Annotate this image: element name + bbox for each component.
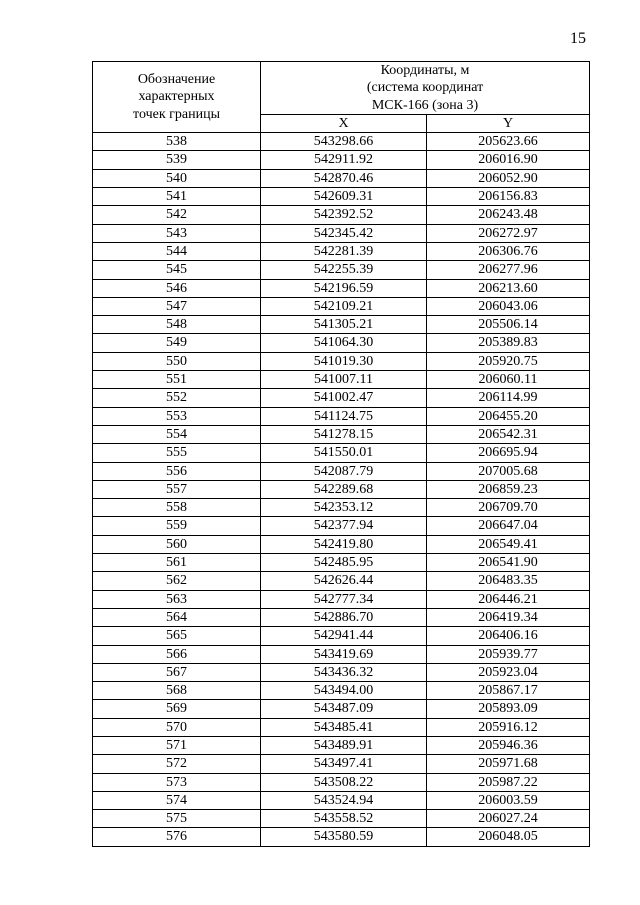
point-cell: 540: [93, 169, 261, 187]
x-cell: 542609.31: [261, 188, 427, 206]
x-cell: 542886.70: [261, 608, 427, 626]
y-cell: 206060.11: [427, 371, 590, 389]
table-row: [93, 224, 590, 242]
table-row: [93, 169, 590, 187]
x-cell: 543436.32: [261, 663, 427, 681]
x-cell: 542485.95: [261, 554, 427, 572]
point-cell: 567: [93, 663, 261, 681]
point-cell: 543: [93, 224, 261, 242]
x-cell: 541550.01: [261, 444, 427, 462]
x-cell: 542281.39: [261, 242, 427, 260]
point-cell: 568: [93, 682, 261, 700]
y-cell: 205916.12: [427, 718, 590, 736]
table-row: [93, 828, 590, 846]
point-cell: 546: [93, 279, 261, 297]
point-cell: 564: [93, 608, 261, 626]
y-cell: 206483.35: [427, 572, 590, 590]
x-cell: 541305.21: [261, 316, 427, 334]
x-cell: 543298.66: [261, 133, 427, 151]
point-cell: 571: [93, 736, 261, 754]
point-cell: 569: [93, 700, 261, 718]
y-cell: 205506.14: [427, 316, 590, 334]
table-row: [93, 554, 590, 572]
x-cell: 543497.41: [261, 755, 427, 773]
point-cell: 544: [93, 242, 261, 260]
x-cell: 542419.80: [261, 535, 427, 553]
coordinates-header: [261, 62, 590, 115]
point-header-line: Обозначение: [137, 72, 216, 88]
point-cell: 555: [93, 444, 261, 462]
point-header-line: характерных: [138, 89, 215, 105]
table-row: [93, 425, 590, 443]
y-cell: 206277.96: [427, 261, 590, 279]
y-cell: 206859.23: [427, 480, 590, 498]
point-cell: 553: [93, 407, 261, 425]
y-cell: 206052.90: [427, 169, 590, 187]
x-cell: 542255.39: [261, 261, 427, 279]
table-row: [93, 242, 590, 260]
table-row: [93, 755, 590, 773]
point-cell: 575: [93, 810, 261, 828]
x-cell: 543419.69: [261, 645, 427, 663]
x-cell: 542626.44: [261, 572, 427, 590]
point-header-line: точек границы: [133, 106, 220, 122]
table-row: [93, 535, 590, 553]
table-row: [93, 279, 590, 297]
table-row: [93, 389, 590, 407]
x-cell: 541019.30: [261, 352, 427, 370]
table-row: [93, 736, 590, 754]
y-cell: 205893.09: [427, 700, 590, 718]
point-cell: 551: [93, 371, 261, 389]
x-cell: 543494.00: [261, 682, 427, 700]
point-designation-header: [93, 62, 261, 133]
table-row: [93, 499, 590, 517]
y-cell: 206406.16: [427, 627, 590, 645]
x-cell: 542289.68: [261, 480, 427, 498]
x-cell: 542392.52: [261, 206, 427, 224]
y-cell: 205946.36: [427, 736, 590, 754]
y-cell: 205389.83: [427, 334, 590, 352]
y-cell: 206043.06: [427, 297, 590, 315]
table-row: [93, 407, 590, 425]
y-column-header: Y: [427, 114, 590, 132]
y-cell: 206709.70: [427, 499, 590, 517]
table-row: [93, 572, 590, 590]
point-cell: 563: [93, 590, 261, 608]
y-cell: 207005.68: [427, 462, 590, 480]
point-cell: 576: [93, 828, 261, 846]
y-cell: 206213.60: [427, 279, 590, 297]
point-cell: 561: [93, 554, 261, 572]
x-cell: 541278.15: [261, 425, 427, 443]
x-cell: 543580.59: [261, 828, 427, 846]
point-cell: 538: [93, 133, 261, 151]
x-cell: 542377.94: [261, 517, 427, 535]
y-cell: 205971.68: [427, 755, 590, 773]
table-row: [93, 773, 590, 791]
y-cell: 205920.75: [427, 352, 590, 370]
point-cell: 542: [93, 206, 261, 224]
y-cell: 206272.97: [427, 224, 590, 242]
table-row: [93, 517, 590, 535]
point-cell: 545: [93, 261, 261, 279]
point-cell: 547: [93, 297, 261, 315]
x-cell: 542911.92: [261, 151, 427, 169]
point-cell: 573: [93, 773, 261, 791]
y-cell: 206455.20: [427, 407, 590, 425]
table-row: [93, 371, 590, 389]
x-cell: 543558.52: [261, 810, 427, 828]
point-cell: 549: [93, 334, 261, 352]
y-cell: 205987.22: [427, 773, 590, 791]
point-cell: 566: [93, 645, 261, 663]
x-cell: 542941.44: [261, 627, 427, 645]
y-cell: 206306.76: [427, 242, 590, 260]
coord-header-line: (система координат: [366, 80, 484, 96]
point-cell: 550: [93, 352, 261, 370]
table-row: [93, 718, 590, 736]
y-cell: 206114.99: [427, 389, 590, 407]
point-cell: 548: [93, 316, 261, 334]
table-body: [93, 133, 590, 847]
x-cell: 542777.34: [261, 590, 427, 608]
table-row: [93, 700, 590, 718]
y-cell: 206446.21: [427, 590, 590, 608]
y-cell: 205867.17: [427, 682, 590, 700]
point-cell: 556: [93, 462, 261, 480]
table-row: [93, 608, 590, 626]
table-row: [93, 627, 590, 645]
x-cell: 542870.46: [261, 169, 427, 187]
x-cell: 541002.47: [261, 389, 427, 407]
y-cell: 206003.59: [427, 791, 590, 809]
table-row: [93, 316, 590, 334]
y-cell: 206541.90: [427, 554, 590, 572]
x-cell: 541064.30: [261, 334, 427, 352]
point-cell: 570: [93, 718, 261, 736]
x-cell: 542087.79: [261, 462, 427, 480]
point-cell: 565: [93, 627, 261, 645]
point-cell: 554: [93, 425, 261, 443]
y-cell: 205939.77: [427, 645, 590, 663]
point-cell: 552: [93, 389, 261, 407]
coord-header-line: Координаты, м: [380, 63, 470, 78]
table-row: [93, 261, 590, 279]
table-row: [93, 663, 590, 681]
table-row: [93, 791, 590, 809]
table-row: [93, 590, 590, 608]
x-cell: 543485.41: [261, 718, 427, 736]
table-row: [93, 188, 590, 206]
table-row: [93, 810, 590, 828]
x-cell: 541124.75: [261, 407, 427, 425]
x-cell: 542345.42: [261, 224, 427, 242]
table-row: [93, 480, 590, 498]
coordinates-table: [92, 61, 590, 847]
point-cell: 557: [93, 480, 261, 498]
point-cell: 574: [93, 791, 261, 809]
table-row: [93, 206, 590, 224]
point-cell: 572: [93, 755, 261, 773]
point-cell: 562: [93, 572, 261, 590]
x-cell: 541007.11: [261, 371, 427, 389]
table-row: [93, 352, 590, 370]
x-cell: 542196.59: [261, 279, 427, 297]
page-number: 15: [570, 30, 586, 47]
table-row: [93, 462, 590, 480]
point-cell: 539: [93, 151, 261, 169]
x-cell: 543489.91: [261, 736, 427, 754]
x-cell: 543508.22: [261, 773, 427, 791]
y-cell: 205923.04: [427, 663, 590, 681]
table-row: [93, 151, 590, 169]
point-cell: 559: [93, 517, 261, 535]
y-cell: 206016.90: [427, 151, 590, 169]
point-cell: 558: [93, 499, 261, 517]
x-cell: 543524.94: [261, 791, 427, 809]
y-cell: 206549.41: [427, 535, 590, 553]
y-cell: 206419.34: [427, 608, 590, 626]
x-cell: 543487.09: [261, 700, 427, 718]
y-cell: 205623.66: [427, 133, 590, 151]
y-cell: 206048.05: [427, 828, 590, 846]
table-row: [93, 682, 590, 700]
x-column-header: X: [261, 114, 427, 132]
x-cell: 542353.12: [261, 499, 427, 517]
y-cell: 206695.94: [427, 444, 590, 462]
coord-header-line: МСК-166 (зона 3): [371, 97, 479, 113]
table-row: [93, 334, 590, 352]
table-row: [93, 133, 590, 151]
y-cell: 206027.24: [427, 810, 590, 828]
y-cell: 206542.31: [427, 425, 590, 443]
y-cell: 206647.04: [427, 517, 590, 535]
x-cell: 542109.21: [261, 297, 427, 315]
point-cell: 541: [93, 188, 261, 206]
y-cell: 206243.48: [427, 206, 590, 224]
table-row: [93, 645, 590, 663]
table-row: [93, 297, 590, 315]
y-cell: 206156.83: [427, 188, 590, 206]
point-cell: 560: [93, 535, 261, 553]
table-row: [93, 444, 590, 462]
